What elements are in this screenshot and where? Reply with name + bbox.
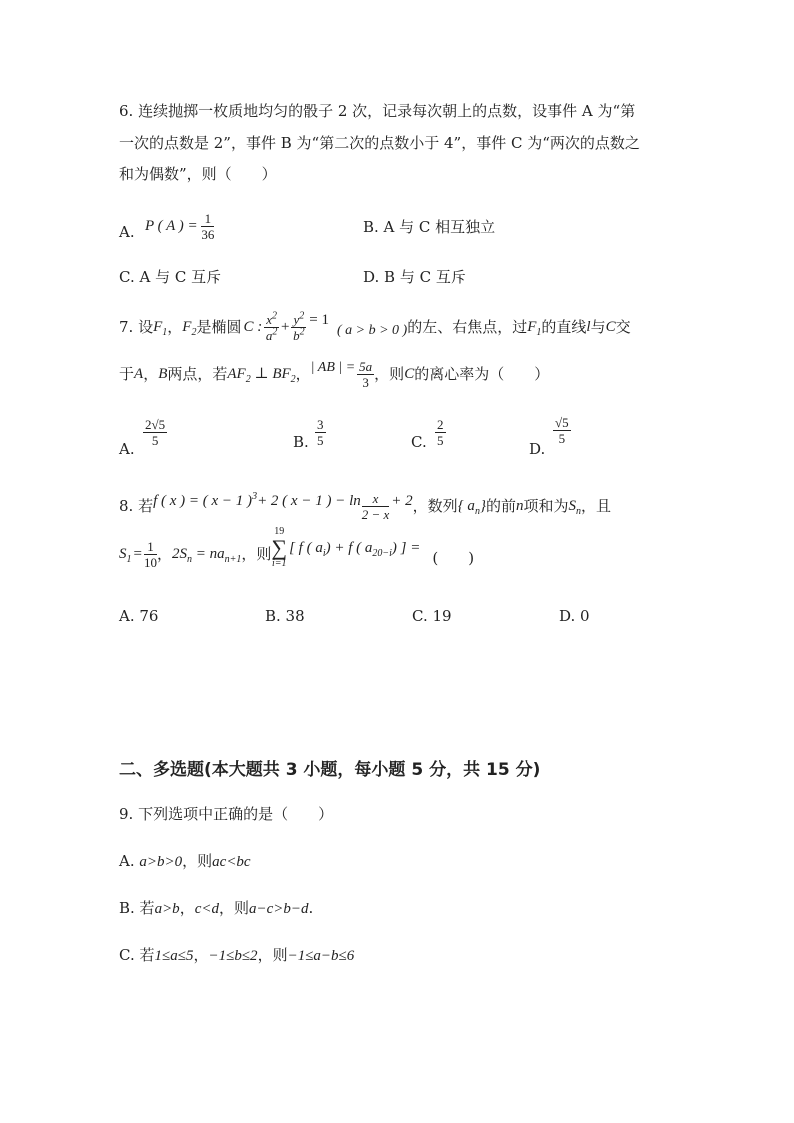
q7-stem-line1	[119, 307, 631, 347]
q8-stem-line1	[119, 484, 611, 528]
q7-line2-pre: 于	[119, 365, 135, 383]
q7-perp: $AF_2$ ⊥ $BF_2$	[227, 366, 296, 385]
q7-condition: ( a > b > 0 )	[336, 323, 408, 338]
q7-rest1: 的左、右焦点，过	[407, 318, 528, 336]
q7-sep: ，	[167, 318, 183, 336]
q7-f1b: $F_1$	[527, 319, 542, 338]
q7-eq1: = 1	[309, 312, 329, 328]
section-2-heading: 二、多选题(本大题共 3 小题，每小题 5 分，共 15 分)	[119, 760, 541, 780]
q7-option-b-frac: $\frac{3}{5}$	[317, 417, 324, 448]
q7-c2: C	[605, 319, 616, 335]
q7-point-b: B	[158, 366, 168, 382]
q7-option-c-label: C.	[411, 433, 427, 451]
q7-rest3: 与	[590, 318, 606, 336]
q7-rest4: 交	[615, 318, 631, 336]
q8-recurrence: $2S_n = na_{n+1}$	[171, 546, 242, 565]
q8-option-d: D. 0	[559, 607, 590, 625]
q9-option-a: A. a>b>0，则ac<bc	[119, 852, 251, 870]
q6-option-c: C. A 与 C 互斥	[119, 268, 222, 286]
q7-option-a-label: A.	[119, 440, 135, 458]
q6-stem-line2: 一次的点数是 2”，事件 B 为“第二次的点数小于 4”，事件 C 为“两次的点数之	[119, 134, 640, 152]
q7-point-a: A	[134, 366, 144, 382]
q7-5a-frac: $\frac{5a}{3}$	[359, 358, 373, 390]
q8-f3: + 2	[391, 493, 413, 509]
q8-option-b: B. 38	[265, 607, 305, 625]
q8-sn: $S_n$	[568, 498, 581, 517]
q7-option-d-label: D.	[529, 440, 546, 458]
q8-mid2: 的前	[485, 497, 516, 515]
q7-line-l: l	[586, 319, 591, 335]
q8-pre: 8. 若	[119, 497, 154, 515]
q7-tail1: ，则	[374, 365, 405, 383]
q8-sum: 19 ∑ i=1	[271, 526, 288, 569]
q7-x2-frac: $\frac{x^2}{a^2}$	[265, 310, 278, 343]
q7-pre: 7. 设	[119, 318, 154, 336]
q8-sum-expr: [ f ( $a_i) + f$ ( $a_{20-i}$) ] =	[289, 540, 421, 559]
q7-c-label: C :	[243, 319, 263, 335]
q7-option-a-frac: $\frac{2√5}{5}$	[145, 417, 166, 448]
q6-option-a-fraction	[201, 212, 214, 241]
q7-f1: $F_1$	[153, 319, 168, 338]
q6-stem-line1: 6. 连续抛掷一枚质地均匀的骰子 2 次，记录每次朝上的点数，设事件 A 为“第	[119, 102, 636, 120]
q7-comma2: ，	[295, 365, 311, 383]
q7-option-d-frac: $\frac{√5}{5}$	[555, 415, 569, 446]
q6-option-a-lhs: P ( A ) =	[145, 217, 198, 234]
q7-plus: +	[281, 319, 290, 335]
q6-option-a-num: 1	[201, 212, 214, 227]
q8-comma: ，	[156, 545, 172, 563]
q8-ln-frac: $\frac{x}{2 - x}$	[361, 490, 390, 522]
q8-then: ，则	[241, 545, 272, 563]
q7-line2-mid: 两点，若	[167, 365, 228, 383]
q7-option-c-frac: $\frac{2}{5}$	[437, 417, 444, 448]
q7-option-b-label: B.	[293, 433, 309, 451]
q7-tail2: 的离心率为（ ）	[414, 365, 550, 383]
q7-mid1: 是椭圆	[196, 318, 242, 336]
q6-option-b: B. A 与 C 相互独立	[363, 218, 496, 236]
q8-s1-eq: =	[133, 546, 142, 562]
q9-option-b: B. 若a>b，c<d，则a−c>b−d.	[119, 899, 314, 917]
q7-comma: ，	[143, 365, 159, 383]
q6-option-a-den: 36	[201, 227, 215, 242]
q8-paren: ( )	[432, 549, 475, 567]
q6-option-a-math	[145, 212, 214, 241]
q7-y2-frac: $\frac{y^2}{b^2}$	[293, 310, 305, 343]
q8-n: n	[515, 498, 524, 514]
q8-option-a: A. 76	[119, 607, 159, 625]
q8-seq: { $a_n$}	[457, 498, 486, 517]
q8-stem-line2	[119, 526, 475, 579]
q7-abs-ab: | AB | =	[310, 360, 356, 375]
q7-stem-line2	[119, 354, 549, 394]
q8-s1: $S_1$	[119, 546, 132, 565]
q7-rest2: 的直线	[541, 318, 587, 336]
q8-s1-frac: $\frac{1}{10}$	[143, 538, 157, 570]
q8-f-def: f ( x ) = ( x − 1 )$^3$+ 2 ( x − 1 ) − ln	[153, 491, 361, 509]
q6-option-d: D. B 与 C 互斥	[363, 268, 466, 286]
q9-option-c: C. 若1≤a≤5，−1≤b≤2，则−1≤a−b≤6	[119, 946, 355, 964]
q8-option-c: C. 19	[412, 607, 452, 625]
q8-mid3: 项和为	[523, 497, 569, 515]
q6-stem-line3: 和为偶数”，则（ ）	[119, 165, 277, 183]
q8-mid4: ，且	[580, 497, 611, 515]
q8-mid: ，数列	[412, 497, 458, 515]
q7-f2: $F_2$	[182, 319, 197, 338]
q6-option-a-label: A.	[119, 223, 135, 241]
q9-stem: 9. 下列选项中正确的是（ ）	[119, 805, 334, 823]
q7-c3: C	[404, 366, 415, 382]
